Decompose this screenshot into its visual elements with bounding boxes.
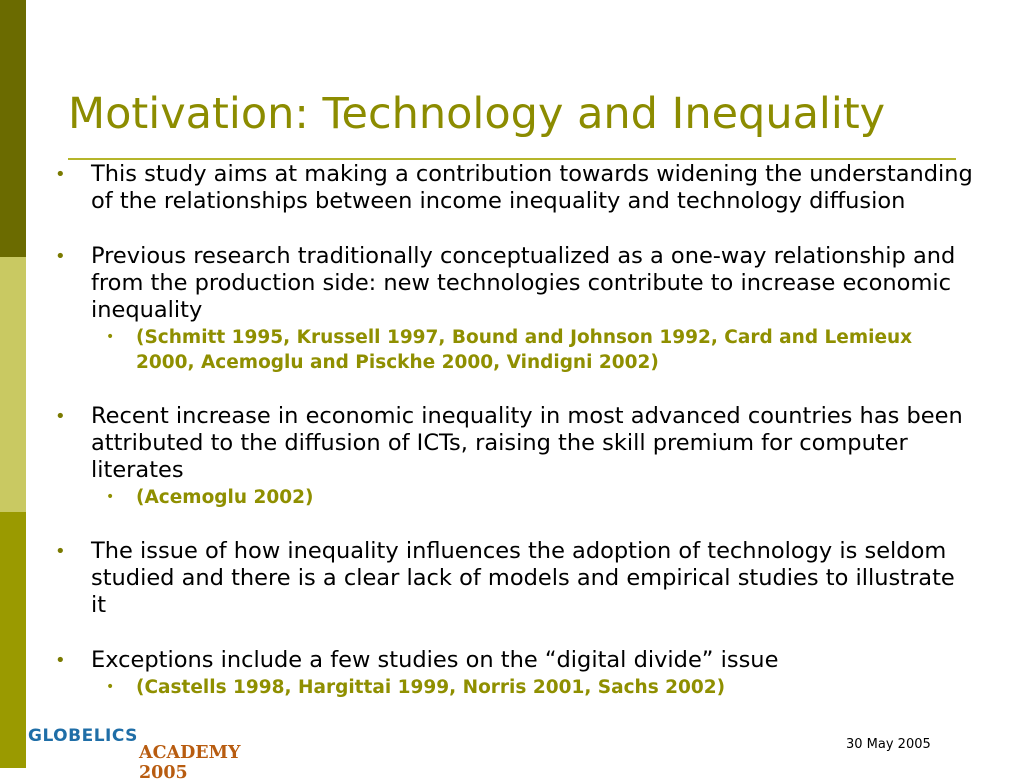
- bullet-item: [55, 647, 975, 700]
- bullet-text: Exceptions include a few studies on the “digital divide” issue: [91, 647, 779, 673]
- slide-title: Motivation: Technology and Inequality: [68, 89, 886, 139]
- sub-bullet-text: (Schmitt 1995, Krussell 1997, Bound and Johnson 1992, Card and Lemieux 2000, Acemoglu and Pisckhe 2000, Vindigni 2002): [136, 327, 913, 373]
- sub-bullet-icon: •: [106, 489, 115, 505]
- sidebar-segment-dark: [0, 0, 26, 257]
- title-divider: [68, 158, 956, 160]
- sidebar-segment-mid: [0, 512, 26, 768]
- bullet-icon: •: [55, 246, 66, 267]
- slide-date: 30 May 2005: [846, 737, 931, 752]
- bullet-icon: •: [55, 541, 66, 562]
- bullet-item: [55, 538, 975, 619]
- bullet-icon: •: [55, 164, 66, 185]
- bullet-icon: •: [55, 406, 66, 427]
- bullet-text: Previous research traditionally conceptualized as a one-way relationship and from the production side: new technologies contribute to increase economic inequality: [91, 243, 956, 323]
- logo-text-academy: ACADEMY 2005: [139, 743, 241, 783]
- sub-bullet-icon: •: [106, 679, 115, 695]
- bullet-text: This study aims at making a contribution towards widening the understanding of the relationships between income inequality and technology diffusion: [91, 161, 973, 214]
- globelics-logo: [28, 726, 288, 783]
- sub-bullet-icon: •: [106, 329, 115, 345]
- bullet-text: The issue of how inequality influences the adoption of technology is seldom studied and there is a clear lack of models and empirical studies to illustrate it: [91, 538, 955, 618]
- sub-bullet-text: (Castells 1998, Hargittai 1999, Norris 2001, Sachs 2002): [136, 677, 726, 698]
- bullet-item: [55, 161, 975, 215]
- sidebar-segment-light: [0, 257, 26, 512]
- bullet-item: [55, 243, 975, 375]
- bullet-text: Recent increase in economic inequality in most advanced countries has been attributed to the diffusion of ICTs, raising the skill premium for computer literates: [91, 403, 963, 483]
- sub-bullet-item: [91, 325, 975, 375]
- bullet-icon: •: [55, 650, 66, 671]
- sidebar-decoration: [0, 0, 26, 768]
- sub-bullet-item: [91, 675, 975, 700]
- bullet-item: [55, 403, 975, 510]
- logo-text-globelics: GLOBELICS: [28, 726, 138, 746]
- sub-bullet-text: (Acemoglu 2002): [136, 487, 314, 508]
- slide-content: [55, 161, 975, 728]
- sub-bullet-item: [91, 485, 975, 510]
